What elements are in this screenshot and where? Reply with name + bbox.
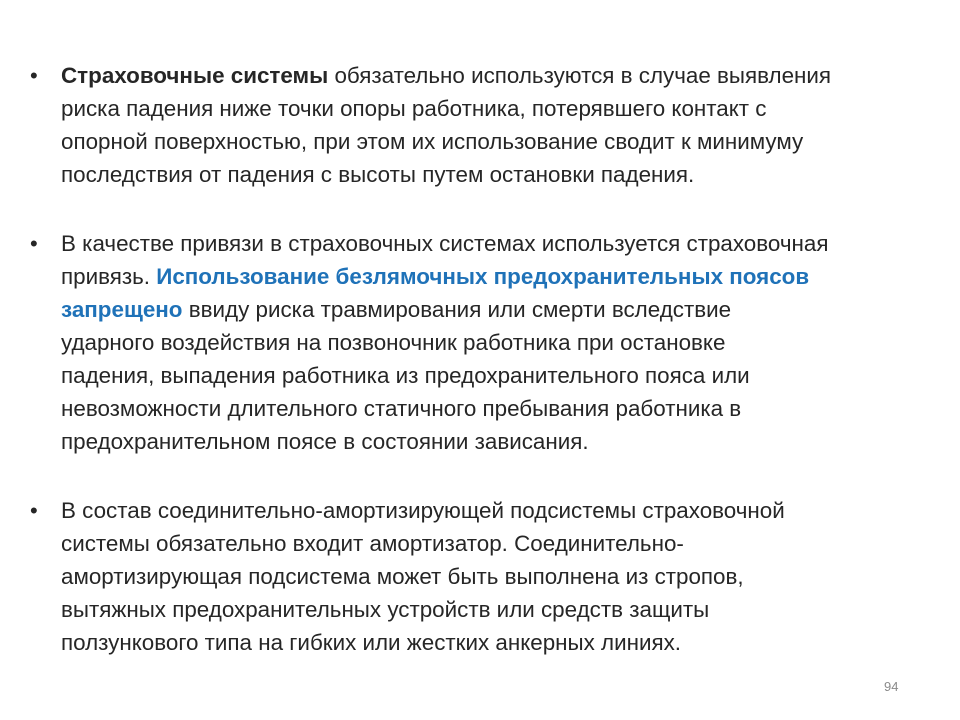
bullet-text [61,494,901,659]
text-line: В качестве привязи в страховочных системах используется страховочная [61,231,829,256]
bullet-marker: • [30,231,38,256]
text-line: риска падения ниже точки опоры работника, потерявшего контакт с [61,96,767,121]
text-line [61,59,901,92]
text-line [61,260,901,293]
bullet-text [61,59,901,191]
text-line: ползункового типа на гибких или жестких анкерных линиях. [61,630,682,655]
text-line: вытяжных предохранительных устройств или средств защиты [61,597,710,622]
text-line: системы обязательно входит амортизатор. Соединительно- [61,531,684,556]
text-line: амортизирующая подсистема может быть выполнена из стропов, [61,564,744,589]
highlighted-warning: запрещено [61,297,183,322]
text-line: падения, выпадения работника из предохранительного пояса или [61,363,750,388]
bullet-text [61,227,901,458]
text-line: опорной поверхностью, при этом их использование сводит к минимуму [61,129,804,154]
text-line: ударного воздействия на позвоночник работника при остановке [61,330,726,355]
text-line: предохранительном поясе в состоянии зависания. [61,429,589,454]
text-line: последствия от падения с высоты путем остановки падения. [61,162,695,187]
text-line [61,293,901,326]
bullet-marker: • [30,498,38,523]
text-fragment: привязь. [61,264,157,289]
text-fragment: обязательно используются в случае выявления [328,63,832,88]
highlighted-warning: Использование безлямочных предохранительных поясов [156,264,810,289]
text-fragment: ввиду риска травмирования или смерти вследствие [182,297,732,322]
text-line: В состав соединительно-амортизирующей подсистемы страховочной [61,498,785,523]
page-number: 94 [884,679,899,694]
bullet-marker: • [30,63,38,88]
emphasis-term: Страховочные системы [61,63,329,88]
text-line: невозможности длительного статичного пребывания работника в [61,396,742,421]
